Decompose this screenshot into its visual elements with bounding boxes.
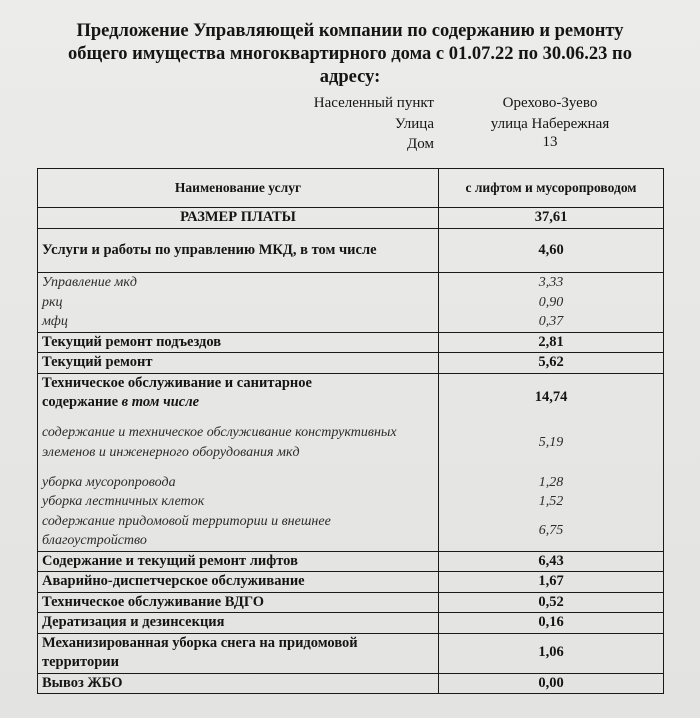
sub-row [38, 473, 664, 493]
lift-row [38, 551, 664, 572]
house-value: 13 [542, 134, 558, 150]
title-line-2: общего имущества многоквартирного дома с 01.07.22 по 30.06.23 по [68, 44, 632, 64]
maintenance-label-part2: содержание [42, 394, 122, 410]
header-lift-garbage: с лифтом и мусоропроводом [439, 169, 664, 208]
emergency-label: Аварийно-диспетчерское обслуживание [38, 572, 439, 593]
sub-value: 6,75 [439, 512, 664, 552]
waste-row [38, 673, 664, 694]
management-row [38, 229, 664, 273]
management-value: 4,60 [439, 229, 664, 273]
gas-label: Техническое обслуживание ВДГО [38, 592, 439, 613]
sub-value: 3,33 [439, 273, 664, 293]
waste-label: Вывоз ЖБО [38, 673, 439, 694]
pest-control-label: Дератизация и дезинсекция [38, 613, 439, 634]
sub-label: мфц [38, 312, 439, 332]
total-row [38, 208, 664, 229]
entrance-repair-row [38, 332, 664, 353]
maintenance-value: 14,74 [439, 373, 664, 413]
title-line-3: адресу: [319, 67, 381, 87]
document-title [40, 20, 660, 89]
waste-value: 0,00 [439, 673, 664, 694]
maintenance-label-part1: Техническое обслуживание и санитарное [42, 374, 312, 391]
emergency-row [38, 572, 664, 593]
sub-value: 0,90 [439, 293, 664, 313]
maintenance-label-part3: в том числе [121, 394, 200, 410]
sub-label: содержание и техническое обслуживание конструктивных элеменов и инженерного оборудования мкд [38, 413, 439, 473]
total-value: 37,61 [439, 208, 664, 229]
city-value: Орехово-Зуево [502, 95, 598, 111]
sub-row [38, 312, 664, 332]
sub-label: Управление мкд [38, 273, 439, 293]
lift-value: 6,43 [439, 551, 664, 572]
maintenance-row [38, 373, 664, 413]
sub-row [38, 492, 664, 512]
sub-value: 1,28 [439, 473, 664, 493]
current-repair-label: Текущий ремонт [38, 353, 439, 374]
gas-value: 0,52 [439, 592, 664, 613]
lift-label: Содержание и текущий ремонт лифтов [38, 551, 439, 572]
snow-removal-label: Механизированная уборка снега на придомовой территории [38, 633, 439, 673]
maintenance-label [38, 373, 439, 413]
total-label: РАЗМЕР ПЛАТЫ [38, 208, 439, 229]
tariff-table [37, 168, 664, 694]
gas-row [38, 592, 664, 613]
snow-removal-value: 1,06 [439, 633, 664, 673]
snow-removal-row [38, 633, 664, 673]
sub-label: ркц [38, 293, 439, 313]
sub-row [38, 413, 664, 473]
sub-row [38, 293, 664, 313]
table-header-row [38, 169, 664, 208]
sub-label: уборка лестничных клеток [38, 492, 439, 512]
title-line-1: Предложение Управляющей компании по содержанию и ремонту [76, 21, 624, 41]
sub-label: уборка мусоропровода [38, 473, 439, 493]
street-value: улица Набережная [490, 116, 610, 132]
sub-row [38, 512, 664, 552]
sub-value: 1,52 [439, 492, 664, 512]
header-services: Наименование услуг [38, 169, 439, 208]
pest-control-value: 0,16 [439, 613, 664, 634]
city-label: Населенный пункт [313, 95, 434, 111]
emergency-value: 1,67 [439, 572, 664, 593]
pest-control-row [38, 613, 664, 634]
current-repair-row [38, 353, 664, 374]
sub-value: 5,19 [439, 413, 664, 473]
house-label: Дом [407, 136, 434, 152]
management-label: Услуги и работы по управлению МКД, в том числе [38, 229, 439, 273]
current-repair-value: 5,62 [439, 353, 664, 374]
entrance-repair-value: 2,81 [439, 332, 664, 353]
sub-value: 0,37 [439, 312, 664, 332]
sub-label: содержание придомовой территории и внешнее благоустройство [38, 512, 439, 552]
sub-row [38, 273, 664, 293]
street-label: Улица [394, 116, 434, 132]
entrance-repair-label: Текущий ремонт подъездов [38, 332, 439, 353]
